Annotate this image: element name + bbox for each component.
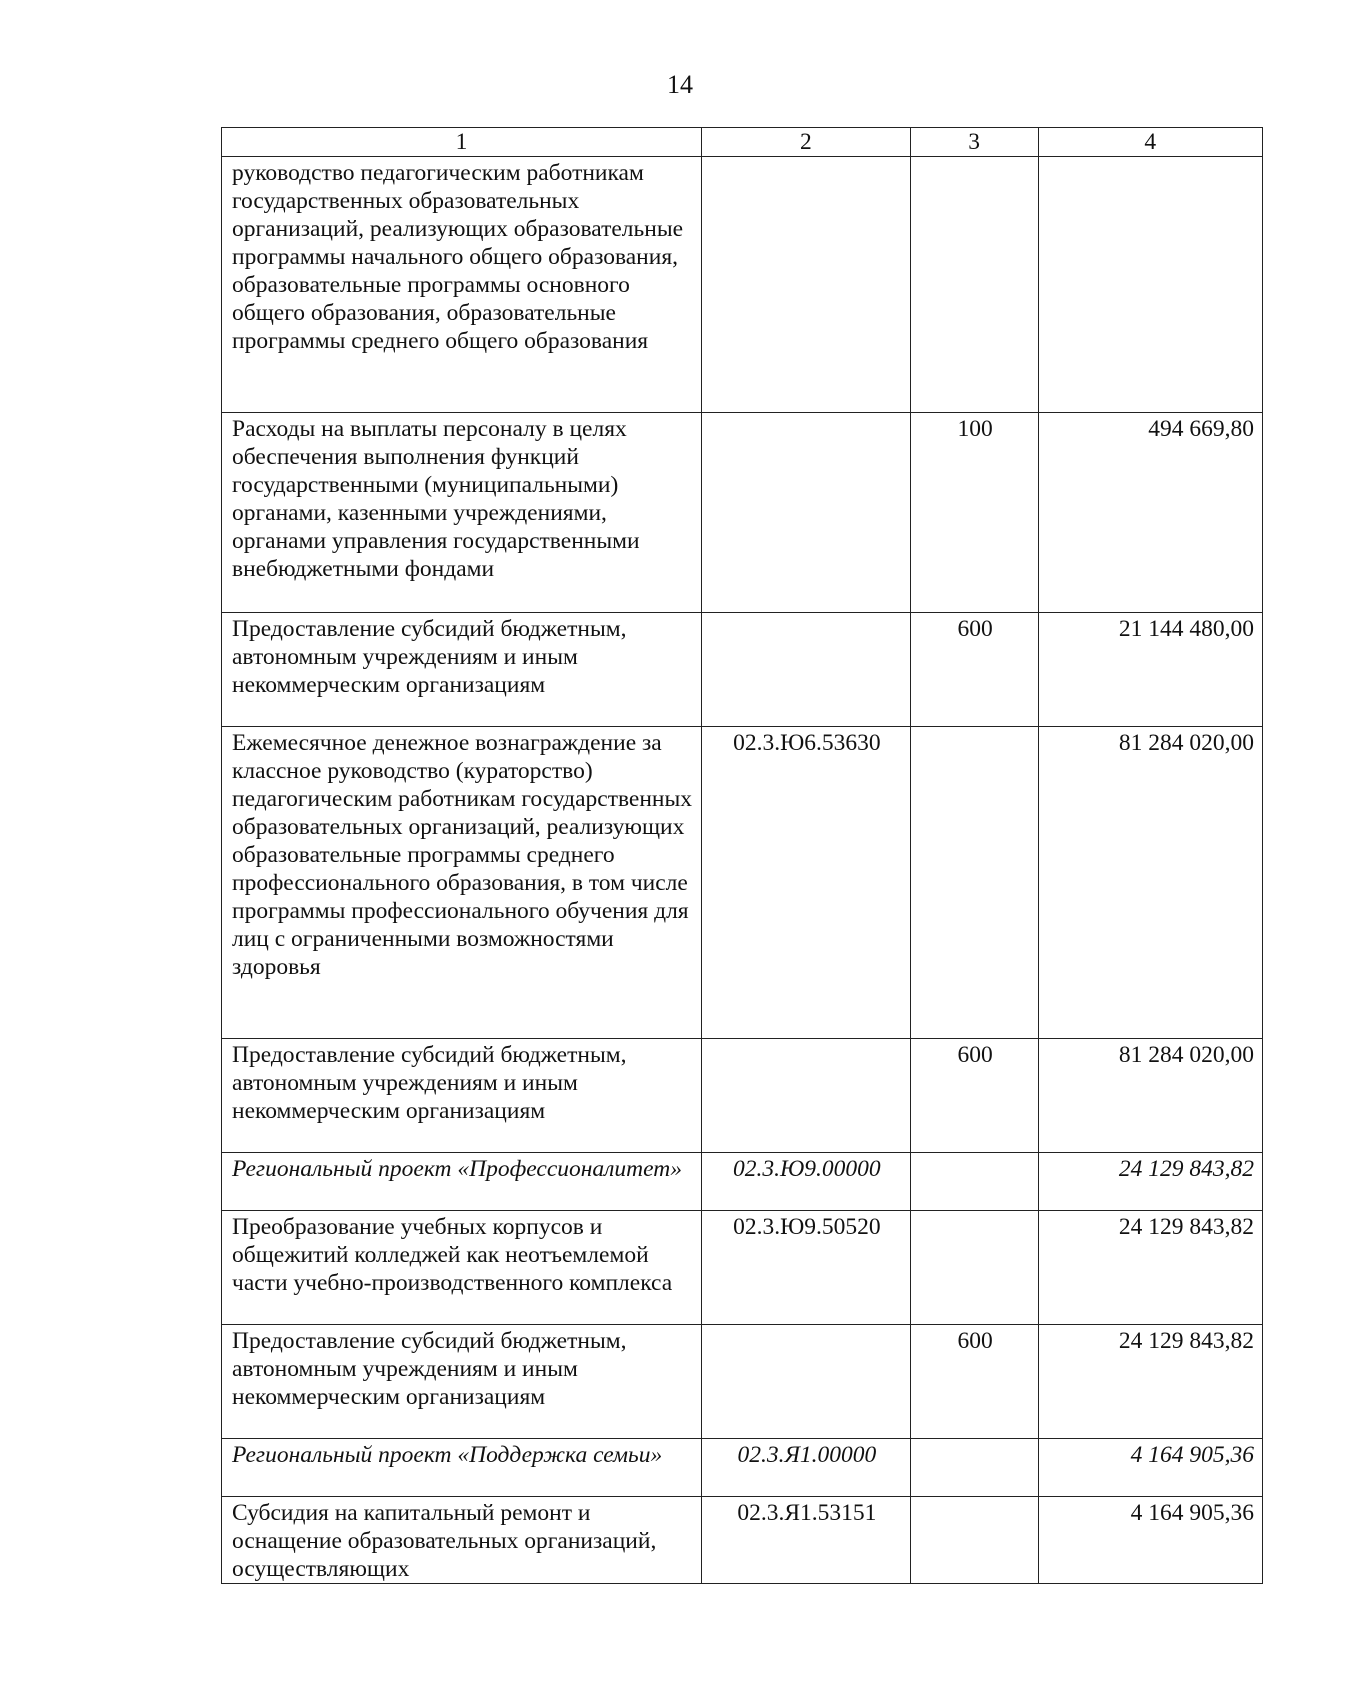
- expense-type-code: [910, 1211, 1038, 1325]
- expense-name: Региональный проект «Поддержка семьи»: [222, 1439, 702, 1497]
- target-code: [701, 1325, 910, 1439]
- amount: 24 129 843,82: [1038, 1153, 1262, 1211]
- amount: 24 129 843,82: [1038, 1325, 1262, 1439]
- column-header: 3: [910, 128, 1038, 157]
- table-row: [222, 1497, 1263, 1584]
- amount: 21 144 480,00: [1038, 613, 1262, 727]
- expense-type-code: 100: [910, 413, 1038, 613]
- target-code: 02.3.Я1.53151: [701, 1497, 910, 1584]
- expense-name: Расходы на выплаты персоналу в целях обеспечения выполнения функций государственными (муниципальными) органами, казенными учреждениями, органами управления государственными внебюджетными фондами: [222, 413, 702, 613]
- table-row: [222, 1439, 1263, 1497]
- amount: 4 164 905,36: [1038, 1439, 1262, 1497]
- target-code: [701, 613, 910, 727]
- budget-table: [221, 127, 1263, 1584]
- table-row: [222, 1325, 1263, 1439]
- column-header: 2: [701, 128, 910, 157]
- target-code: 02.3.Ю6.53630: [701, 727, 910, 1039]
- amount: 494 669,80: [1038, 413, 1262, 613]
- expense-type-code: [910, 1153, 1038, 1211]
- table-row: [222, 1211, 1263, 1325]
- table-row: [222, 413, 1263, 613]
- expense-type-code: [910, 1497, 1038, 1584]
- expense-type-code: 600: [910, 1325, 1038, 1439]
- table-row: [222, 613, 1263, 727]
- amount: 24 129 843,82: [1038, 1211, 1262, 1325]
- expense-name: Предоставление субсидий бюджетным, автономным учреждениям и иным некоммерческим организациям: [222, 613, 702, 727]
- expense-type-code: 600: [910, 1039, 1038, 1153]
- expense-name: Ежемесячное денежное вознаграждение за классное руководство (кураторство) педагогическим работникам государственных образовательных организаций, реализующих образовательные программы среднего профессионального образования, в том числе программы профессионального обучения для лиц с ограниченными возможностями здоровья: [222, 727, 702, 1039]
- amount: 81 284 020,00: [1038, 727, 1262, 1039]
- table-row: [222, 727, 1263, 1039]
- target-code: [701, 413, 910, 613]
- expense-type-code: [910, 727, 1038, 1039]
- amount: 4 164 905,36: [1038, 1497, 1262, 1584]
- amount: 81 284 020,00: [1038, 1039, 1262, 1153]
- expense-type-code: 600: [910, 613, 1038, 727]
- table-row: [222, 1039, 1263, 1153]
- target-code: [701, 1039, 910, 1153]
- amount: [1038, 157, 1262, 413]
- expense-type-code: [910, 157, 1038, 413]
- column-header: 1: [222, 128, 702, 157]
- table-row: [222, 1153, 1263, 1211]
- target-code: 02.3.Ю9.50520: [701, 1211, 910, 1325]
- target-code: 02.3.Ю9.00000: [701, 1153, 910, 1211]
- expense-name: руководство педагогическим работникам государственных образовательных организаций, реализующих образовательные программы начального общего образования, образовательные программы основного общего образования, образовательные программы среднего общего образования: [222, 157, 702, 413]
- expense-name: Субсидия на капитальный ремонт и оснащение образовательных организаций, осуществляющих: [222, 1497, 702, 1584]
- column-header: 4: [1038, 128, 1262, 157]
- expense-name: Предоставление субсидий бюджетным, автономным учреждениям и иным некоммерческим организациям: [222, 1039, 702, 1153]
- page-number: 14: [667, 70, 693, 99]
- target-code: 02.3.Я1.00000: [701, 1439, 910, 1497]
- expense-name: Предоставление субсидий бюджетным, автономным учреждениям и иным некоммерческим организациям: [222, 1325, 702, 1439]
- expense-type-code: [910, 1439, 1038, 1497]
- target-code: [701, 157, 910, 413]
- table-header-row: [222, 128, 1263, 157]
- table-row: [222, 157, 1263, 413]
- expense-name: Преобразование учебных корпусов и общежитий колледжей как неотъемлемой части учебно-производственного комплекса: [222, 1211, 702, 1325]
- expense-name: Региональный проект «Профессионалитет»: [222, 1153, 702, 1211]
